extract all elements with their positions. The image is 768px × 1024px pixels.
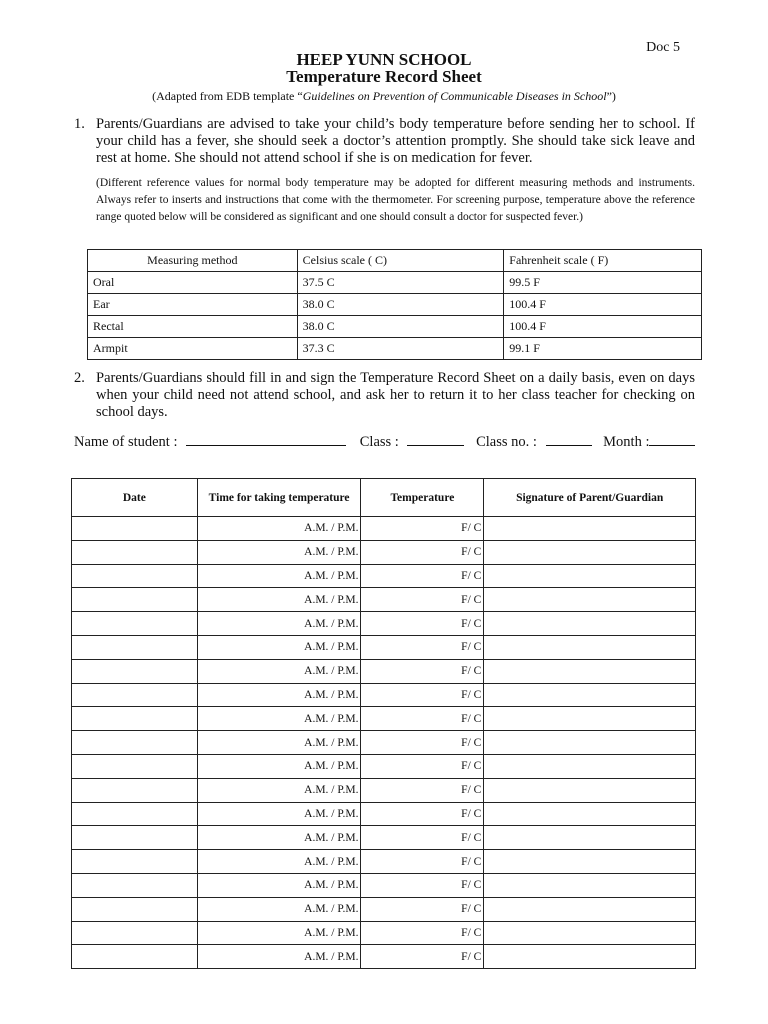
class-no-label: Class no. : bbox=[476, 434, 537, 450]
date-cell[interactable] bbox=[72, 731, 198, 755]
time-cell[interactable]: A.M. / P.M. bbox=[197, 588, 361, 612]
time-cell[interactable]: A.M. / P.M. bbox=[197, 802, 361, 826]
table-row bbox=[72, 517, 696, 541]
temperature-cell[interactable]: F/ C bbox=[361, 540, 484, 564]
ref-fahrenheit: 100.4 F bbox=[504, 316, 702, 338]
ref-method: Armpit bbox=[88, 338, 298, 360]
temperature-cell[interactable]: F/ C bbox=[361, 683, 484, 707]
date-cell[interactable] bbox=[72, 707, 198, 731]
header-temperature: Temperature bbox=[361, 479, 484, 517]
time-cell[interactable]: A.M. / P.M. bbox=[197, 517, 361, 541]
temperature-cell[interactable]: F/ C bbox=[361, 754, 484, 778]
table-row bbox=[72, 850, 696, 874]
date-cell[interactable] bbox=[72, 659, 198, 683]
temperature-record-table bbox=[71, 478, 696, 969]
time-cell[interactable]: A.M. / P.M. bbox=[197, 778, 361, 802]
table-row bbox=[72, 945, 696, 969]
signature-cell[interactable] bbox=[484, 850, 696, 874]
date-cell[interactable] bbox=[72, 588, 198, 612]
class-label: Class : bbox=[359, 434, 399, 450]
time-cell[interactable]: A.M. / P.M. bbox=[197, 683, 361, 707]
class-field[interactable] bbox=[407, 431, 464, 446]
date-cell[interactable] bbox=[72, 873, 198, 897]
ref-header-method: Measuring method bbox=[88, 250, 298, 272]
ref-celsius: 37.3 C bbox=[297, 338, 504, 360]
temperature-cell[interactable]: F/ C bbox=[361, 802, 484, 826]
time-cell[interactable]: A.M. / P.M. bbox=[197, 945, 361, 969]
signature-cell[interactable] bbox=[484, 897, 696, 921]
signature-cell[interactable] bbox=[484, 683, 696, 707]
temperature-cell[interactable]: F/ C bbox=[361, 612, 484, 636]
table-row bbox=[72, 540, 696, 564]
section-2-text: Parents/Guardians should fill in and sign the Temperature Record Sheet on a daily basis, even on days when your child need not attend school, and ask her to return it to her class teacher for checking on school days. bbox=[96, 370, 695, 420]
ref-fahrenheit: 100.4 F bbox=[504, 294, 702, 316]
table-row bbox=[72, 683, 696, 707]
subtitle-guideline-title: Guidelines on Prevention of Communicable Diseases in School bbox=[302, 89, 607, 103]
header-time: Time for taking temperature bbox=[197, 479, 361, 517]
table-row bbox=[72, 873, 696, 897]
section-1-number: 1. bbox=[74, 116, 85, 132]
time-cell[interactable]: A.M. / P.M. bbox=[197, 659, 361, 683]
doc-number: Doc 5 bbox=[646, 40, 680, 55]
ref-fahrenheit: 99.1 F bbox=[504, 338, 702, 360]
temperature-cell[interactable]: F/ C bbox=[361, 707, 484, 731]
time-cell[interactable]: A.M. / P.M. bbox=[197, 540, 361, 564]
signature-cell[interactable] bbox=[484, 873, 696, 897]
signature-cell[interactable] bbox=[484, 778, 696, 802]
signature-cell[interactable] bbox=[484, 802, 696, 826]
table-row bbox=[72, 564, 696, 588]
signature-cell[interactable] bbox=[484, 921, 696, 945]
temperature-cell[interactable]: F/ C bbox=[361, 588, 484, 612]
month-field[interactable] bbox=[649, 431, 695, 446]
table-row bbox=[72, 921, 696, 945]
table-row bbox=[72, 802, 696, 826]
time-cell[interactable]: A.M. / P.M. bbox=[197, 564, 361, 588]
subtitle-suffix: ”) bbox=[606, 89, 616, 103]
subtitle bbox=[0, 89, 768, 104]
signature-cell[interactable] bbox=[484, 635, 696, 659]
ref-header-celsius: Celsius scale ( C) bbox=[297, 250, 504, 272]
date-cell[interactable] bbox=[72, 754, 198, 778]
student-name-field[interactable] bbox=[186, 431, 346, 446]
student-info-line bbox=[74, 431, 704, 451]
ref-celsius: 38.0 C bbox=[297, 294, 504, 316]
table-row bbox=[88, 338, 702, 360]
temperature-cell[interactable]: F/ C bbox=[361, 731, 484, 755]
temperature-cell[interactable]: F/ C bbox=[361, 517, 484, 541]
time-cell[interactable]: A.M. / P.M. bbox=[197, 707, 361, 731]
section-1 bbox=[74, 116, 695, 167]
date-cell[interactable] bbox=[72, 635, 198, 659]
header-date: Date bbox=[72, 479, 198, 517]
ref-celsius: 37.5 C bbox=[297, 272, 504, 294]
subtitle-prefix: (Adapted from EDB template “ bbox=[152, 89, 303, 103]
class-no-field[interactable] bbox=[546, 431, 592, 446]
date-cell[interactable] bbox=[72, 802, 198, 826]
temperature-cell[interactable]: F/ C bbox=[361, 659, 484, 683]
month-label: Month : bbox=[603, 434, 650, 450]
table-row bbox=[72, 754, 696, 778]
date-cell[interactable] bbox=[72, 683, 198, 707]
date-cell[interactable] bbox=[72, 850, 198, 874]
ref-method: Oral bbox=[88, 272, 298, 294]
signature-cell[interactable] bbox=[484, 588, 696, 612]
table-row bbox=[88, 294, 702, 316]
section-2 bbox=[74, 370, 695, 421]
date-cell[interactable] bbox=[72, 945, 198, 969]
time-cell[interactable]: A.M. / P.M. bbox=[197, 897, 361, 921]
signature-cell[interactable] bbox=[484, 707, 696, 731]
time-cell[interactable]: A.M. / P.M. bbox=[197, 635, 361, 659]
date-cell[interactable] bbox=[72, 540, 198, 564]
page-title: Temperature Record Sheet bbox=[286, 67, 482, 86]
temperature-cell[interactable]: F/ C bbox=[361, 635, 484, 659]
table-row bbox=[72, 659, 696, 683]
signature-cell[interactable] bbox=[484, 564, 696, 588]
temperature-cell[interactable]: F/ C bbox=[361, 850, 484, 874]
temperature-cell[interactable]: F/ C bbox=[361, 873, 484, 897]
signature-cell[interactable] bbox=[484, 659, 696, 683]
temperature-cell[interactable]: F/ C bbox=[361, 945, 484, 969]
table-row bbox=[72, 635, 696, 659]
temperature-cell[interactable]: F/ C bbox=[361, 826, 484, 850]
ref-celsius: 38.0 C bbox=[297, 316, 504, 338]
table-row bbox=[72, 826, 696, 850]
table-row bbox=[88, 316, 702, 338]
temperature-cell[interactable]: F/ C bbox=[361, 778, 484, 802]
ref-method: Rectal bbox=[88, 316, 298, 338]
time-cell[interactable]: A.M. / P.M. bbox=[197, 921, 361, 945]
ref-header-fahrenheit: Fahrenheit scale ( F) bbox=[504, 250, 702, 272]
signature-cell[interactable] bbox=[484, 517, 696, 541]
record-table-header bbox=[72, 479, 696, 517]
student-name-label: Name of student : bbox=[74, 434, 178, 450]
signature-cell[interactable] bbox=[484, 826, 696, 850]
school-name: HEEP YUNN SCHOOL bbox=[296, 50, 472, 69]
date-cell[interactable] bbox=[72, 564, 198, 588]
signature-cell[interactable] bbox=[484, 540, 696, 564]
time-cell[interactable]: A.M. / P.M. bbox=[197, 826, 361, 850]
date-cell[interactable] bbox=[72, 517, 198, 541]
reference-table-header bbox=[88, 250, 702, 272]
time-cell[interactable]: A.M. / P.M. bbox=[197, 612, 361, 636]
ref-fahrenheit: 99.5 F bbox=[504, 272, 702, 294]
table-row bbox=[72, 897, 696, 921]
date-cell[interactable] bbox=[72, 778, 198, 802]
table-row bbox=[72, 707, 696, 731]
reference-note: (Different reference values for normal body temperature may be adopted for different measuring methods and instruments. Always refer to inserts and instructions that come with the thermometer. For screening purpose, temperature above the reference range quoted below will be considered as significant and one should consult a doctor for suspected fever.) bbox=[96, 177, 695, 223]
header-signature: Signature of Parent/Guardian bbox=[484, 479, 696, 517]
date-cell[interactable] bbox=[72, 612, 198, 636]
signature-cell[interactable] bbox=[484, 731, 696, 755]
date-cell[interactable] bbox=[72, 897, 198, 921]
table-row bbox=[72, 778, 696, 802]
reference-table bbox=[87, 249, 702, 360]
table-row bbox=[72, 612, 696, 636]
signature-cell[interactable] bbox=[484, 754, 696, 778]
table-row bbox=[72, 731, 696, 755]
signature-cell[interactable] bbox=[484, 945, 696, 969]
time-cell[interactable]: A.M. / P.M. bbox=[197, 850, 361, 874]
section-2-number: 2. bbox=[74, 370, 85, 386]
date-cell[interactable] bbox=[72, 826, 198, 850]
signature-cell[interactable] bbox=[484, 612, 696, 636]
ref-method: Ear bbox=[88, 294, 298, 316]
section-1-text: Parents/Guardians are advised to take your child’s body temperature before sending her to school. If your child has a fever, she should seek a doctor’s attention promptly. She should take sick leave and rest at home. She should not attend school if she is on medication for fever. bbox=[96, 116, 695, 166]
time-cell[interactable]: A.M. / P.M. bbox=[197, 731, 361, 755]
temperature-cell[interactable]: F/ C bbox=[361, 921, 484, 945]
time-cell[interactable]: A.M. / P.M. bbox=[197, 873, 361, 897]
temperature-cell[interactable]: F/ C bbox=[361, 564, 484, 588]
table-row bbox=[72, 588, 696, 612]
temperature-cell[interactable]: F/ C bbox=[361, 897, 484, 921]
date-cell[interactable] bbox=[72, 921, 198, 945]
table-row bbox=[88, 272, 702, 294]
time-cell[interactable]: A.M. / P.M. bbox=[197, 754, 361, 778]
